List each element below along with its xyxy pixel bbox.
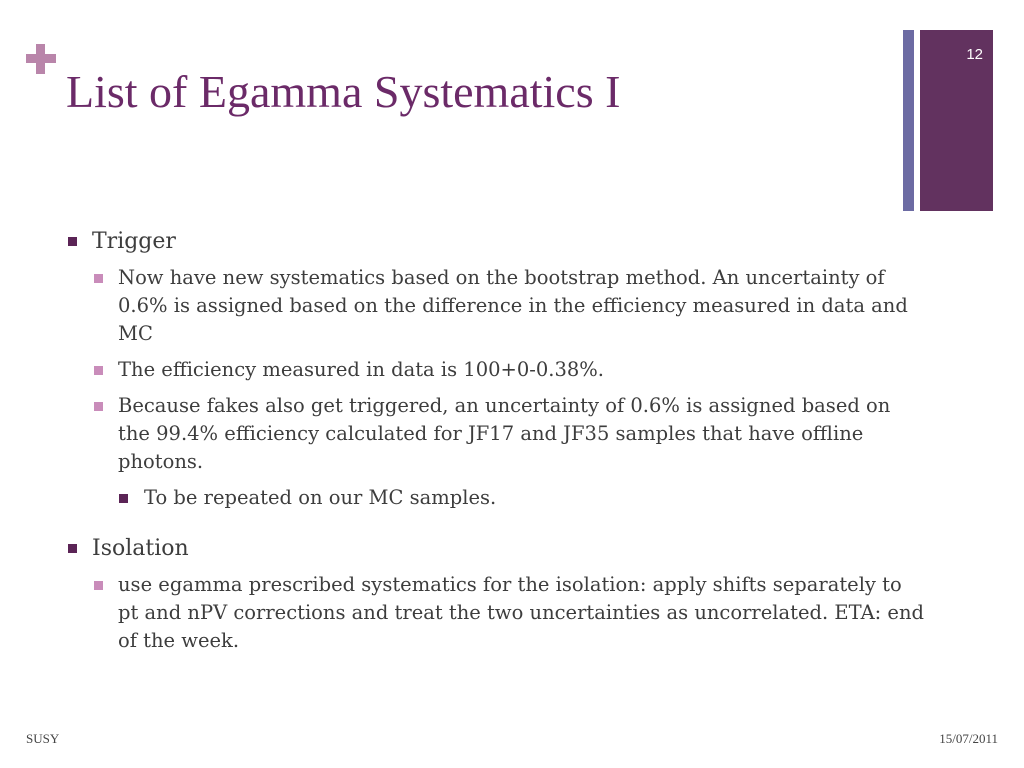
sub-bullet-list: [92, 571, 928, 655]
slide-content: [68, 227, 928, 655]
sub-sub-bullet-list: [118, 484, 928, 512]
slide-number-block: [920, 30, 993, 211]
list-item: [68, 571, 928, 655]
list-item: [118, 484, 928, 512]
slide-number: 12: [966, 46, 983, 63]
square-bullet-icon: [119, 494, 128, 503]
square-bullet-icon: [94, 581, 103, 590]
section-heading: Trigger: [92, 229, 176, 254]
list-item-text: To be repeated on our MC samples.: [144, 486, 497, 509]
accent-stripe: [903, 30, 914, 211]
plus-icon: [26, 44, 56, 74]
footer-label: SUSY: [26, 731, 60, 746]
list-item-text: The efficiency measured in data is 100+0-0.38%.: [118, 358, 604, 381]
list-item: [68, 356, 928, 384]
square-bullet-icon: [94, 366, 103, 375]
list-item-text: Now have new systematics based on the bootstrap method. An uncertainty of 0.6% is assigned based on the difference in the efficiency measured in data and MC: [118, 266, 908, 345]
list-item-text: Because fakes also get triggered, an uncertainty of 0.6% is assigned based on the 99.4% efficiency calculated for JF17 and JF35 samples that have offline photons.: [118, 394, 891, 473]
bullet-list: [68, 227, 928, 655]
sub-bullet-list: [92, 264, 928, 512]
section-trigger: [68, 227, 928, 512]
footer-date: 15/07/2011: [939, 731, 998, 746]
section-isolation: [68, 534, 928, 655]
square-bullet-icon: [94, 274, 103, 283]
section-heading: Isolation: [92, 536, 189, 561]
slide-title: List of Egamma Systematics I: [66, 66, 621, 117]
square-bullet-icon: [94, 402, 103, 411]
list-item: [68, 392, 928, 512]
square-bullet-icon: [68, 544, 77, 553]
list-item-text: use egamma prescribed systematics for the isolation: apply shifts separately to pt and nPV corrections and treat the two uncertainties as uncorrelated. ETA: end of the week.: [118, 573, 925, 652]
square-bullet-icon: [68, 237, 77, 246]
list-item: [68, 264, 928, 348]
